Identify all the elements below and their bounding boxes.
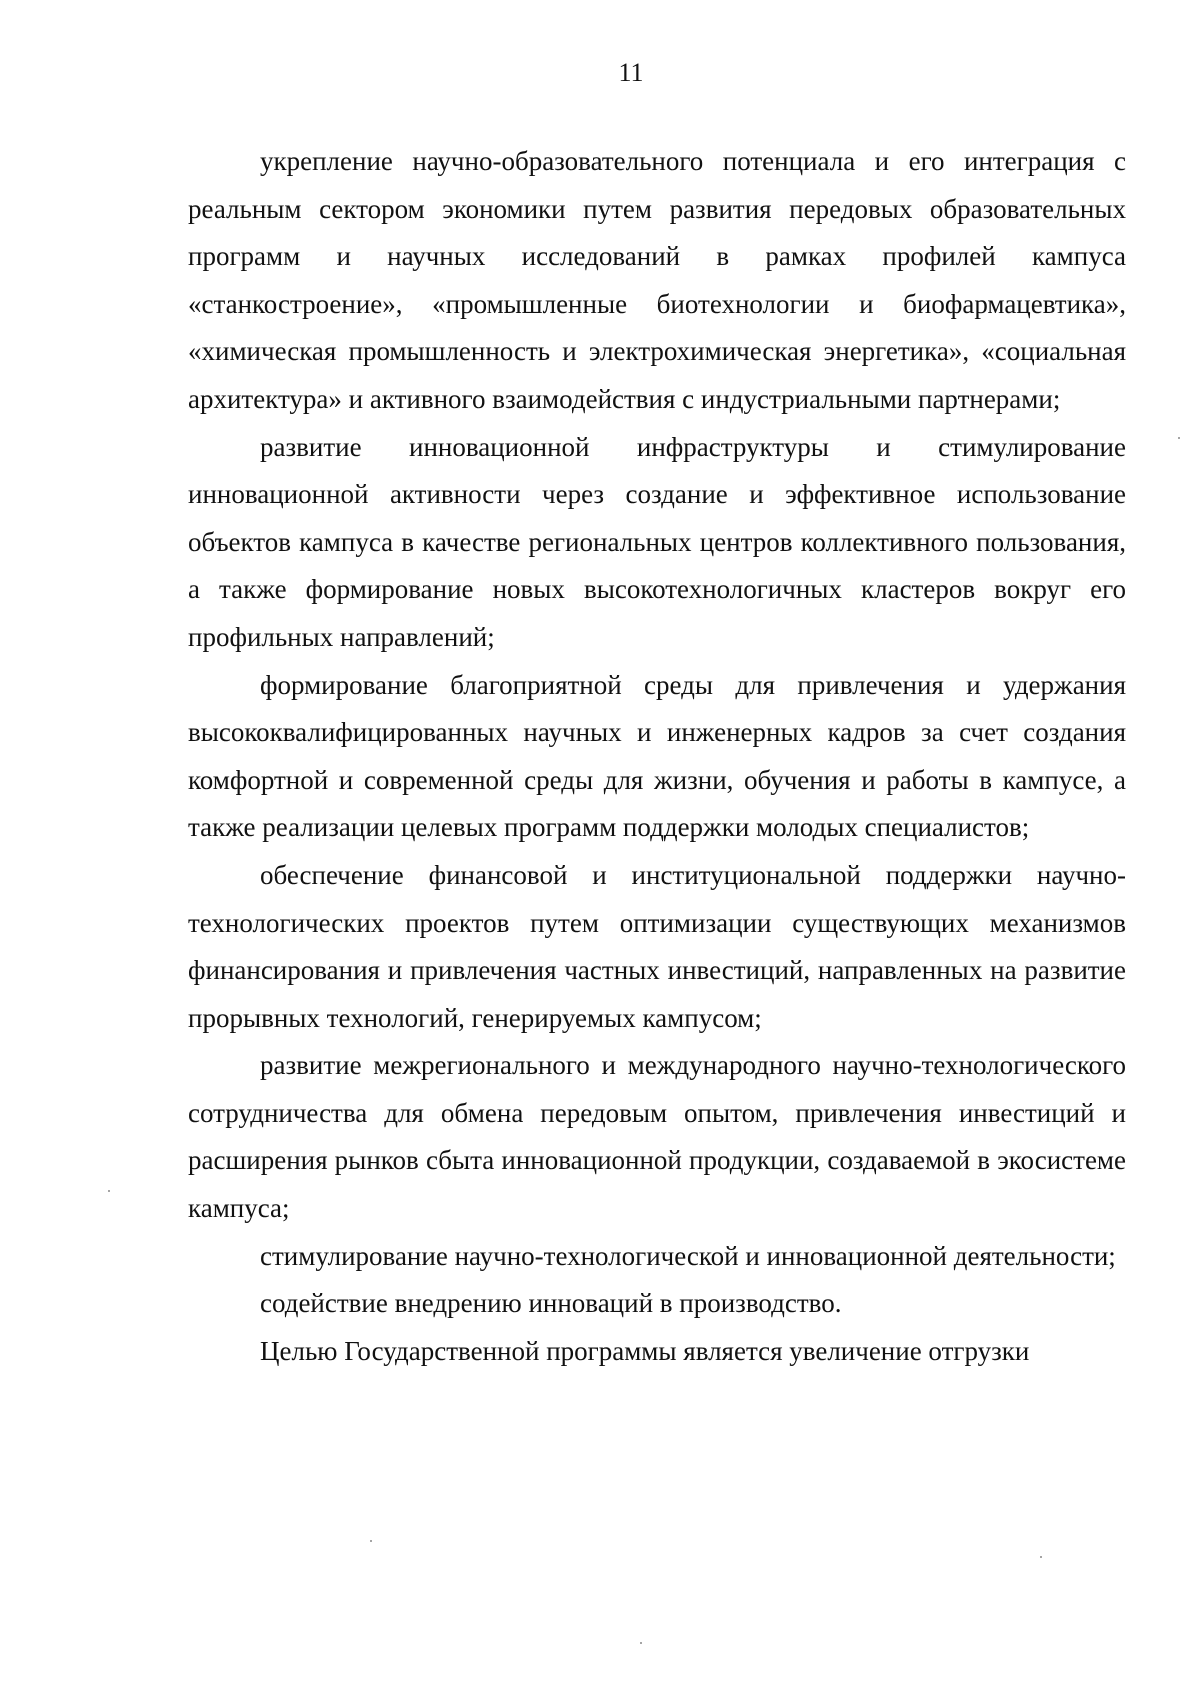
paragraph-6: стимулирование научно-технологической и инновационной деятельности; xyxy=(260,1240,1116,1271)
paragraph-8: Целью Государственной программы является увеличение отгрузки xyxy=(260,1335,1030,1366)
scan-speck xyxy=(108,1190,110,1192)
paragraph-3: формирование благоприятной среды для привлечения и удержания высококвалифицированных научных и инженерных кадров за счет создания комфортной и современной среды для жизни, обучения и работы в кампусе, а также реализации целевых программ поддержки молодых специалистов; xyxy=(188,669,1126,843)
paragraph-5: развитие межрегионального и международного научно-технологического сотрудничества для обмена передовым опытом, привлечения инвестиций и расширения рынков сбыта инновационной продукции, создаваемой в экосистеме кампуса; xyxy=(188,1050,1126,1224)
page-number: 11 xyxy=(618,58,644,87)
paragraph-7: содействие внедрению инноваций в производство. xyxy=(260,1288,842,1319)
paragraph-2: развитие инновационной инфраструктуры и стимулирование инновационной активности через создание и эффективное использование объектов кампуса в качестве региональных центров коллективного пользования, а также формирование новых высокотехнологичных кластеров вокруг его профильных направлений; xyxy=(188,431,1126,652)
scan-speck xyxy=(1040,1556,1042,1558)
scan-speck xyxy=(1178,437,1180,439)
paragraph-4: обеспечение финансовой и институциональной поддержки научно-технологических проектов путем оптимизации существующих механизмов финансирования и привлечения частных инвестиций, направленных на развитие прорывных технологий, генерируемых кампусом; xyxy=(188,859,1126,1033)
paragraph-1: укрепление научно-образовательного потенциала и его интеграция с реальным сектором экономики путем развития передовых образовательных программ и научных исследований в рамках профилей кампуса «станкостроение», «промышленные биотехнологии и биофармацевтика», «химическая промышленность и электрохимическая энергетика», «социальная архитектура» и активного взаимодействия с индустриальными партнерами; xyxy=(188,146,1126,414)
body-text xyxy=(188,138,1126,1375)
scan-speck xyxy=(370,1540,372,1542)
scan-speck xyxy=(640,1642,642,1644)
